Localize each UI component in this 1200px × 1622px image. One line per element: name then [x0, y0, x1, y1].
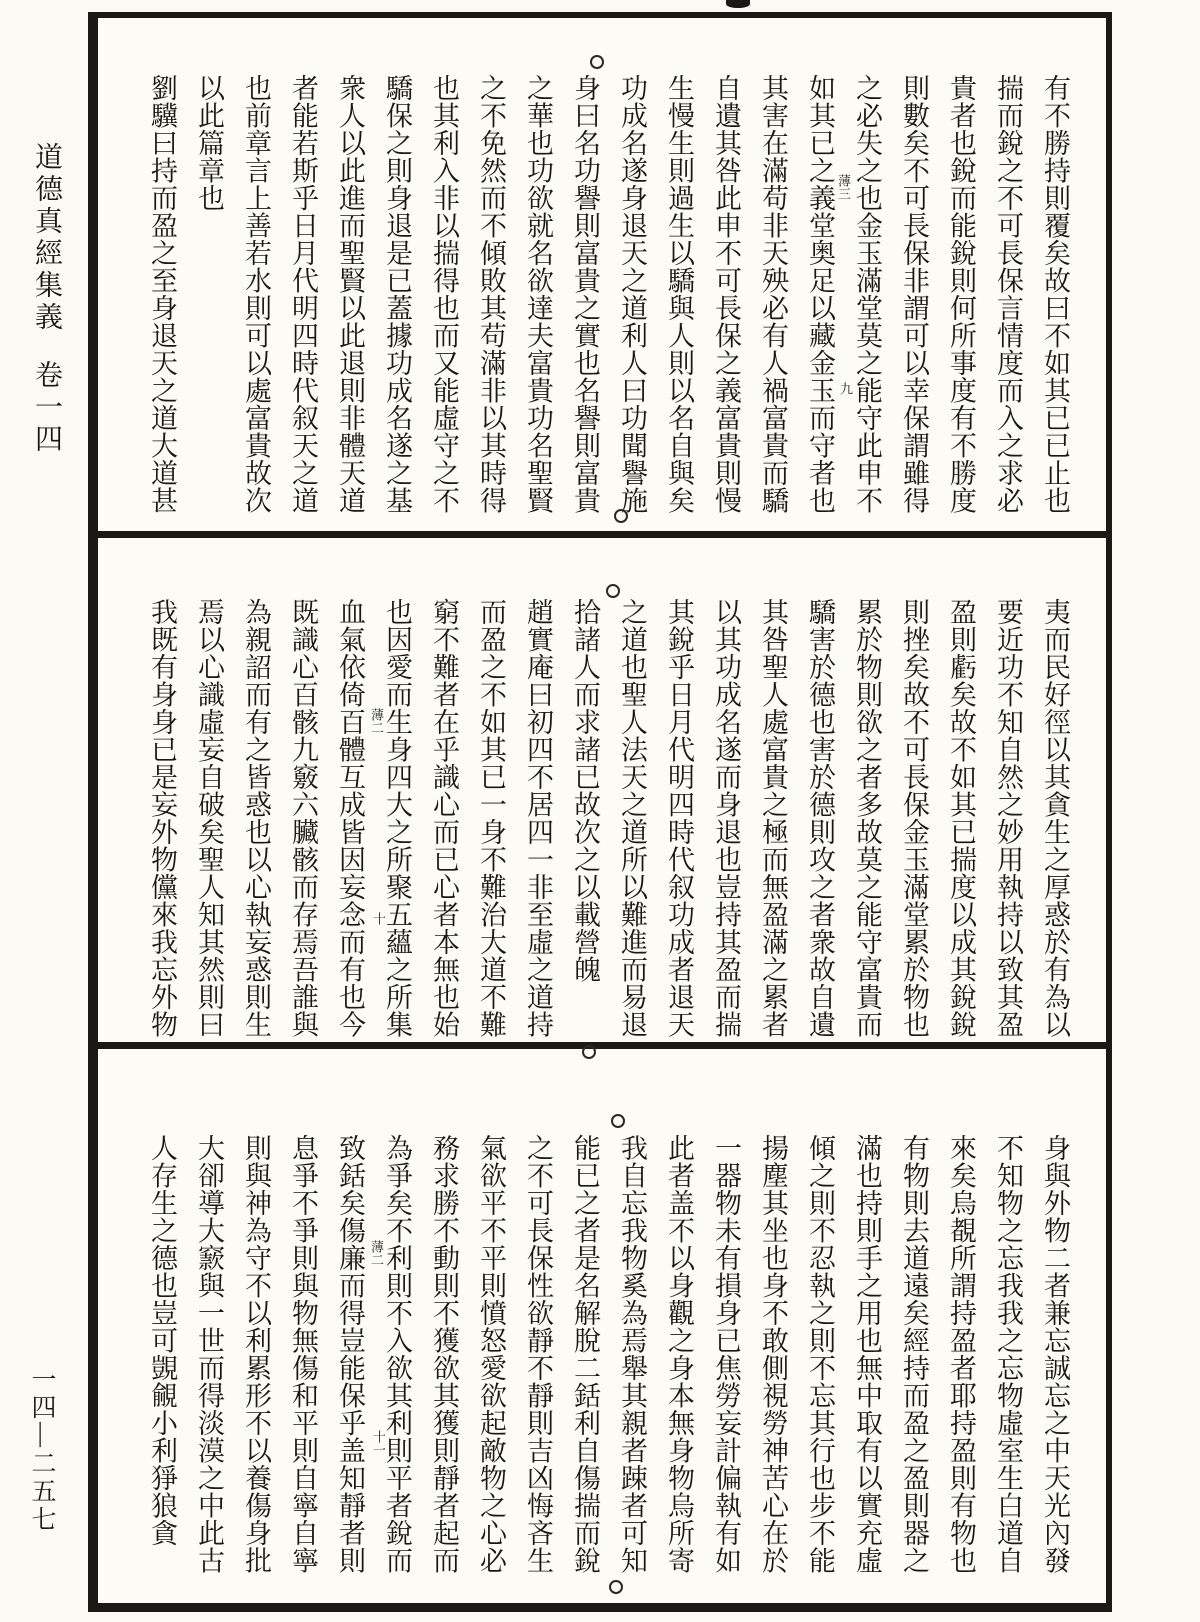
text-block-top: [98, 18, 1106, 531]
section-circle-mark: [606, 584, 620, 598]
section-circle-mark: [609, 1580, 623, 1594]
text-column: 也其利入非以揣得也而又能虛守之不: [429, 74, 459, 514]
text-column: 氣欲平不平則憤怒愛欲起敵物之心必: [476, 1134, 506, 1574]
text-column: 驕保之則身退是已蓋據功成名遂之基: [382, 74, 412, 514]
text-column: 也前章言上善若水則可以處富貴故次: [241, 74, 271, 514]
text-column: 之不可長保性欲靜不靜則吉凶悔吝生: [523, 1134, 553, 1574]
section-circle-mark: [611, 1114, 625, 1128]
text-column: 其咎聖人處富貴之極而無盈滿之累者: [758, 598, 788, 1038]
text-column: 以其功成名遂而身退也豈持其盈而揣: [711, 598, 741, 1038]
text-column: 為爭矣不利則不入欲其利則平者銳而: [382, 1134, 412, 1574]
text-column: 生慢生則過生以驕與人則以名自與矣: [664, 74, 694, 514]
text-column: 我自忘我物奚為焉舉其親者踈者可知: [617, 1134, 647, 1574]
text-column: 不知物之忘我我之忘物虛室生白道自: [993, 1134, 1023, 1574]
text-column: 貴者也銳而能銳則何所事度有不勝度: [946, 74, 976, 514]
text-column: 為親詔而有之皆惑也以心執妄惑則生: [241, 598, 271, 1038]
text-column: 致銛矣傷廉而得豈能保乎盖知靜者則: [335, 1134, 365, 1574]
text-column: 其銳乎日月代明四時代叙功成者退天: [664, 598, 694, 1038]
collation-note: 十一: [371, 1430, 386, 1456]
text-column: 其害在滿苟非天殃必有人禍富貴而驕: [758, 74, 788, 514]
page-number: 一四—二五七: [28, 1366, 55, 1534]
page-frame: [88, 12, 1112, 1612]
text-column: 能已之者是名解脫二銛利自傷揣而銳: [570, 1134, 600, 1574]
text-column: 窮不難者在乎識心而已心者本無也始: [429, 598, 459, 1038]
book-title: [29, 142, 63, 456]
text-column: 焉以心識虛妄自破矣聖人知其然則曰: [194, 598, 224, 1038]
text-column: 則數矣不可長保非謂可以幸保謂雖得: [899, 74, 929, 514]
text-column: 盈則虧矣故不如其已揣度以成其銳銳: [946, 598, 976, 1038]
collation-note: 薄二: [369, 1240, 384, 1266]
text-column: 也因愛而生身四大之所聚五蘊之所集: [382, 598, 412, 1038]
text-block-bottom: [98, 1049, 1106, 1604]
text-column: 以此篇章也: [194, 74, 224, 212]
text-column: 我既有身身已是妄外物儻來我忘外物: [147, 598, 177, 1038]
text-column: 揚塵其坐也身不敢側視勞神苦心在於: [758, 1134, 788, 1574]
section-circle-mark: [614, 509, 628, 523]
text-column: 傾之則不忍執之則不忘其行也步不能: [805, 1134, 835, 1574]
text-column: 身曰名功譽則富貴之實也名譽則富貴: [570, 74, 600, 514]
text-column: 驕害於德也害於德則攻之者衆故自遺: [805, 598, 835, 1038]
text-column: 自遺其咎此申不可長保之義富貴則慢: [711, 74, 741, 514]
text-column: 則挫矣故不可長保金玉滿堂累於物也: [899, 598, 929, 1038]
text-column: 之不免然而不傾敗其苟滿非以其時得: [476, 74, 506, 514]
text-block-middle: [98, 538, 1106, 1042]
collation-note: 薄二: [369, 708, 384, 734]
text-column: 有不勝持則覆矣故曰不如其已已止也: [1040, 74, 1070, 514]
text-column: 息爭不爭則與物無傷和平則自寧自寧: [288, 1134, 318, 1574]
text-column: 揣而銳之不可長保言情度而入之求必: [993, 74, 1023, 514]
text-column: 有物則去道遠矣經持而盈之盈則器之: [899, 1134, 929, 1574]
text-column: 一器物未有損身已焦勞妄計偏執有如: [711, 1134, 741, 1574]
text-column: 此者盖不以身觀之身本無身物烏所寄: [664, 1134, 694, 1574]
text-column: 之華也功欲就名欲達夫富貴功名聖賢: [523, 74, 553, 514]
section-circle-mark: [582, 1045, 596, 1059]
text-column: 者能若斯乎日月代明四時代叙天之道: [288, 74, 318, 514]
register-separator-line: [98, 531, 1106, 538]
text-column: 劉驥曰持而盈之至身退天之道大道甚: [147, 74, 177, 514]
text-column: 功成名遂身退天之道利人曰功聞譽施: [617, 74, 647, 514]
text-column: 而盈之不如其已一身不難治大道不難: [476, 598, 506, 1038]
text-column: 則與神為守不以利累形不以養傷身批: [241, 1134, 271, 1574]
text-column: 衆人以此進而聖賢以此退則非體天道: [335, 74, 365, 514]
text-column: 血氣依倚百體互成皆因妄念而有也今: [335, 598, 365, 1038]
volume-label: 卷一四: [31, 360, 62, 456]
text-column: 要近功不知自然之妙用執持以致其盈: [993, 598, 1023, 1038]
text-column: 之必失之也金玉滿堂莫之能守此申不: [852, 74, 882, 514]
text-column: 身與外物二者兼忘誠忘之中天光內發: [1040, 1134, 1070, 1574]
text-column: 趙實庵曰初四不居四一非至虛之道持: [523, 598, 553, 1038]
ink-smudge: [726, 0, 750, 8]
text-column: 來矣烏覩所謂持盈者耶持盈則有物也: [946, 1134, 976, 1574]
collation-note: 薄三: [836, 174, 851, 200]
text-column: 拾諸人而求諸已故次之以載營魄: [570, 598, 600, 983]
text-column: 之道也聖人法天之道所以難進而易退: [617, 598, 647, 1038]
book-title-text: 道德真經集義: [31, 142, 62, 334]
text-column: 如其已之義堂奥足以藏金玉而守者也: [805, 74, 835, 514]
text-column: 務求勝不動則不獲欲其獲則靜者起而: [429, 1134, 459, 1574]
text-column: 人存生之德也豈可覬覦小利猙狼貪: [147, 1134, 177, 1547]
text-column: 滿也持則手之用也無中取有以實充虛: [852, 1134, 882, 1574]
collation-note: 九: [838, 382, 853, 395]
text-column: 夷而民好徑以其貪生之厚惑於有為以: [1040, 598, 1070, 1038]
section-circle-mark: [590, 55, 604, 69]
collation-note: 十: [371, 912, 386, 925]
register-separator-line: [98, 1042, 1106, 1049]
text-column: 既識心百骸九竅六臟骸而存焉吾誰與: [288, 598, 318, 1038]
text-column: 大卻導大窾與一世而得淡漠之中此古: [194, 1134, 224, 1574]
text-column: 累於物則欲之者多故莫之能守富貴而: [852, 598, 882, 1038]
